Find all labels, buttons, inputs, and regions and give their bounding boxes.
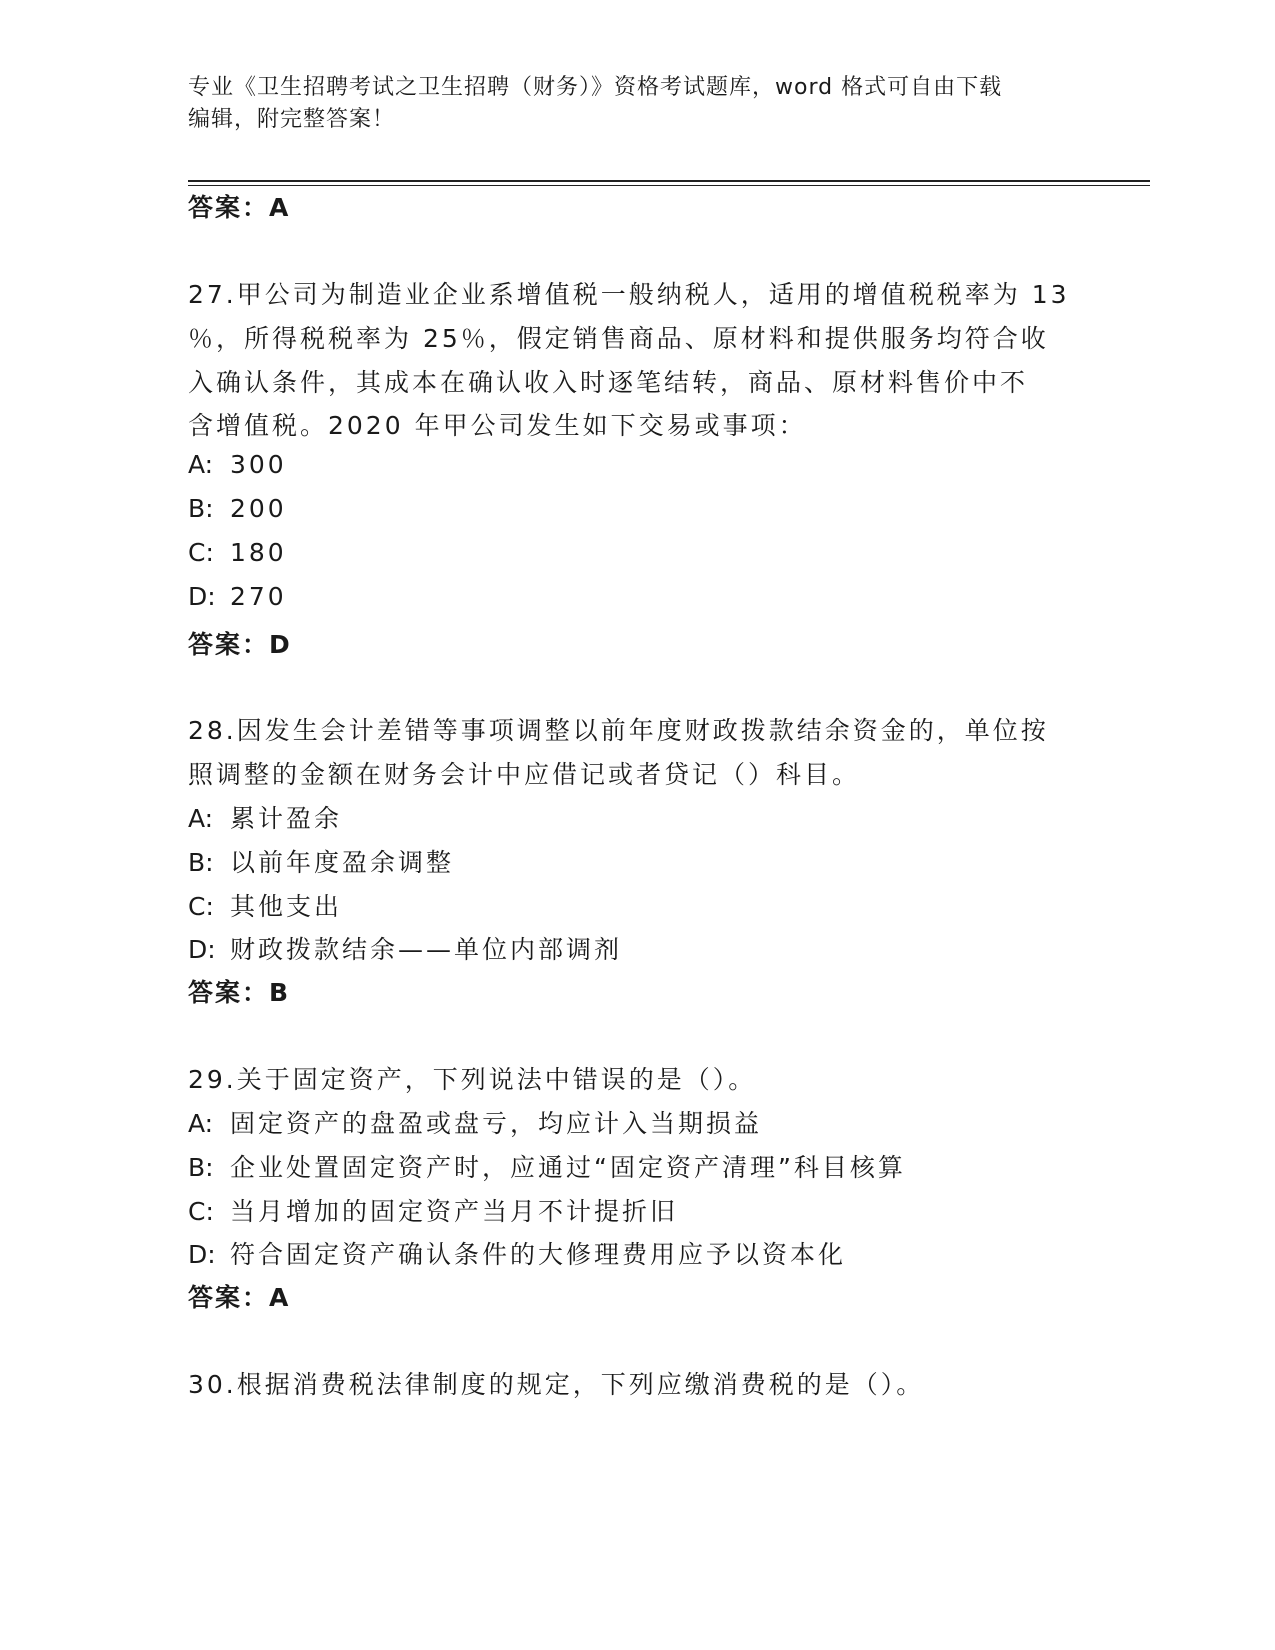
q28-answer: 答案：B [188,978,291,1007]
option-letter: B: [188,1153,214,1182]
option-text: 其他支出 [230,892,343,921]
q27-text-line-1: 27.甲公司为制造业企业系增值税一般纳税人，适用的增值税税率为 13 [188,280,1070,309]
option-text: 180 [230,538,287,567]
q27-option-c [188,538,287,567]
option-letter: B: [188,494,214,523]
document-header [188,72,1088,136]
q28-option-c [188,887,342,923]
option-text: 符合固定资产确认条件的大修理费用应予以资本化 [230,1240,847,1269]
q28-option-b [188,843,454,879]
q27-text-line-4: 含增值税。2020 年甲公司发生如下交易或事项： [188,411,807,440]
option-letter: D: [188,1240,216,1269]
q30-text-line-1: 30.根据消费税法律制度的规定，下列应缴消费税的是（）。 [188,1370,925,1399]
q28-option-d [188,930,622,966]
option-letter: A: [188,1109,214,1138]
option-letter: D: [188,935,216,964]
option-text: 企业处置固定资产时，应通过“固定资产清理”科目核算 [230,1153,906,1182]
option-letter: C: [188,892,214,921]
answer-prev: 答案：A [188,193,291,222]
option-letter: A: [188,804,214,833]
option-text: 270 [230,582,287,611]
q27-option-a [188,450,287,479]
option-text: 固定资产的盘盈或盘亏，均应计入当期损益 [230,1109,763,1138]
header-line-1: 专业《卫生招聘考试之卫生招聘（财务）》资格考试题库，word 格式可自由下载 [188,75,1003,100]
option-letter: C: [188,538,214,567]
q27-answer: 答案：D [188,630,292,659]
q28-text-line-1: 28.因发生会计差错等事项调整以前年度财政拨款结余资金的，单位按 [188,716,1049,745]
header-divider [188,180,1150,182]
option-text: 以前年度盈余调整 [230,848,455,877]
option-letter: C: [188,1197,214,1226]
option-text: 财政拨款结余——单位内部调剂 [230,935,623,964]
option-text: 300 [230,450,287,479]
q29-option-b [188,1148,906,1184]
q29-option-a [188,1104,762,1140]
q29-answer: 答案：A [188,1283,291,1312]
option-text: 累计盈余 [230,804,343,833]
option-text: 当月增加的固定资产当月不计提折旧 [230,1197,679,1226]
q27-option-b [188,494,287,523]
option-letter: D: [188,582,216,611]
header-divider-thin [188,185,1150,186]
q27-option-d [188,582,287,611]
q29-option-d [188,1235,846,1271]
q29-option-c [188,1192,678,1228]
option-letter: A: [188,450,214,479]
q27-text-line-3: 入确认条件，其成本在确认收入时逐笔结转，商品、原材料售价中不 [188,368,1029,397]
q28-text-line-2: 照调整的金额在财务会计中应借记或者贷记（）科目。 [188,760,861,789]
q28-option-a [188,799,342,835]
q29-text-line-1: 29.关于固定资产，下列说法中错误的是（）。 [188,1065,757,1094]
option-text: 200 [230,494,287,523]
option-letter: B: [188,848,214,877]
q27-text-line-2: ％，所得税税率为 25％，假定销售商品、原材料和提供服务均符合收 [188,324,1049,353]
header-line-2: 编辑，附完整答案！ [188,107,396,132]
